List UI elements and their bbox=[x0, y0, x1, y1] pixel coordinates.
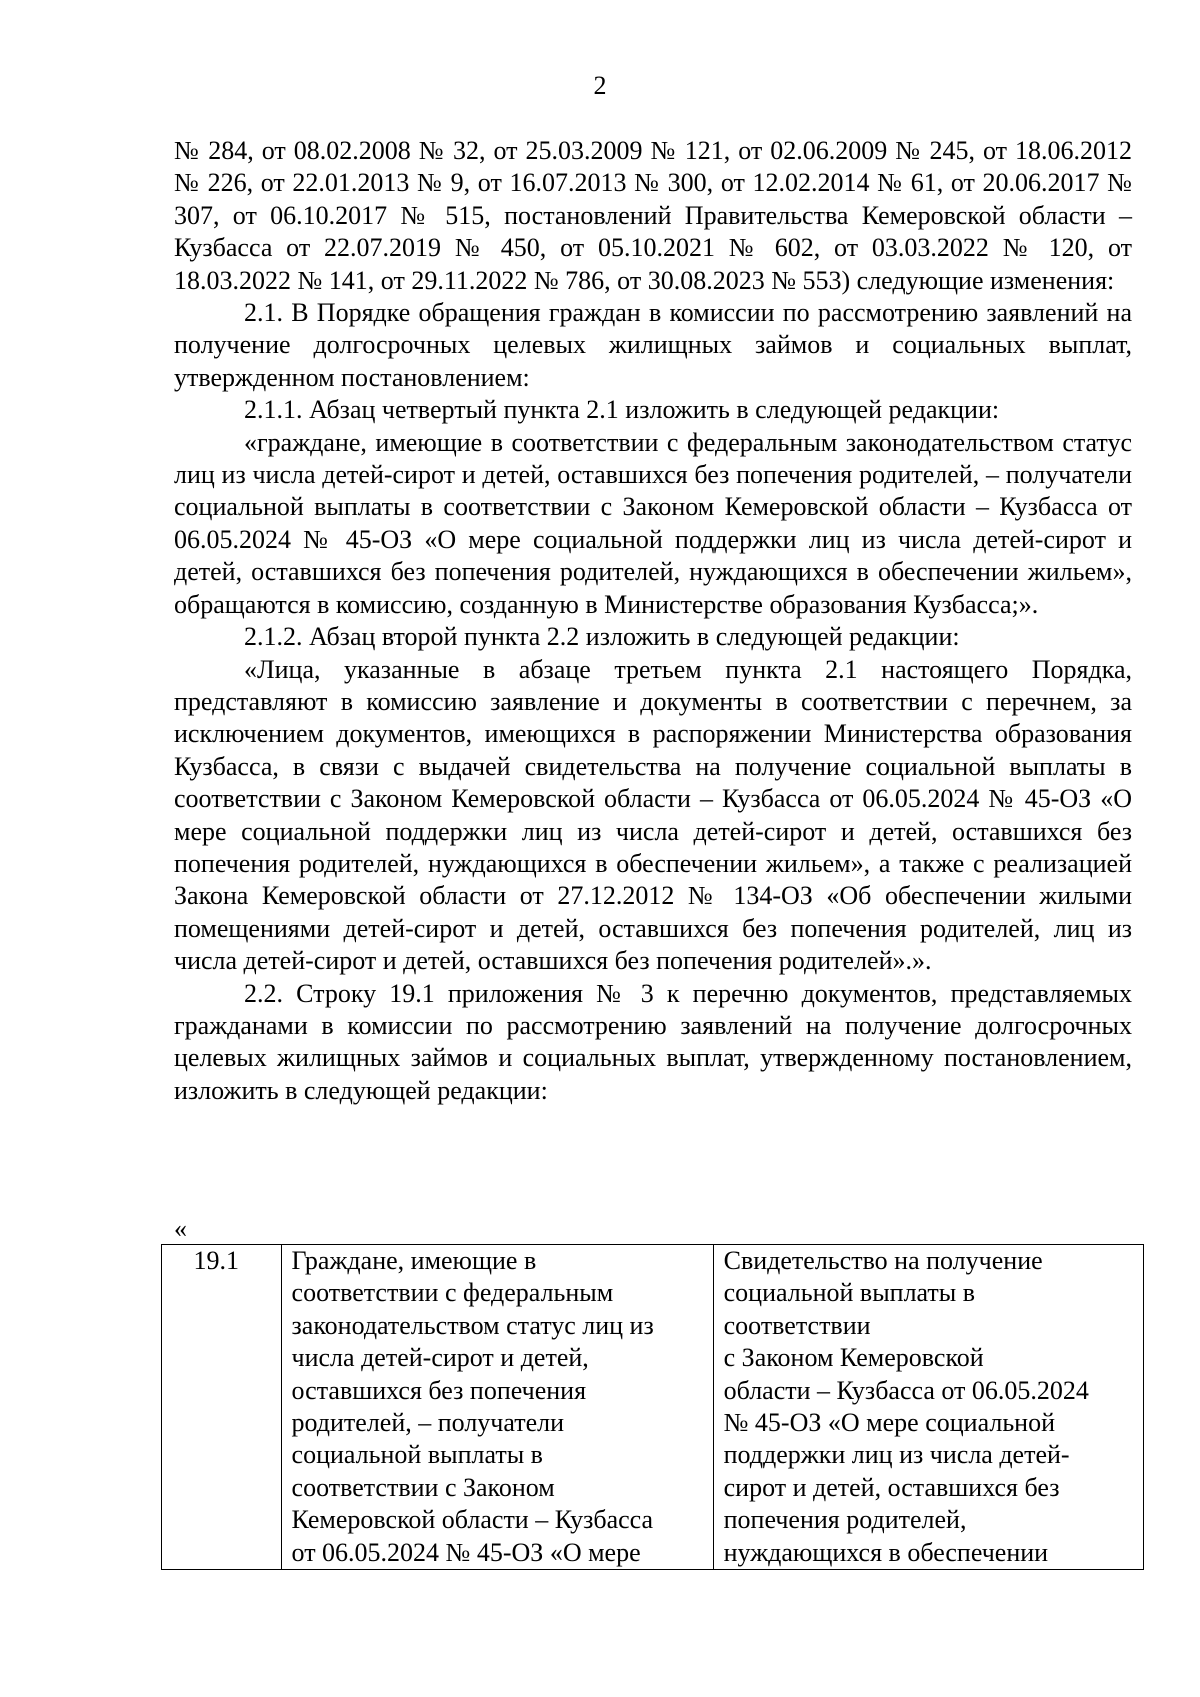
applicant-line: Граждане, имеющие в bbox=[291, 1246, 537, 1275]
table-row bbox=[162, 1245, 1144, 1570]
document-line: области – Кузбасса от 06.05.2024 bbox=[723, 1375, 1089, 1405]
applicant-line: оставшихся без попечения bbox=[291, 1375, 587, 1405]
document-line: поддержки лиц из числа детей- bbox=[723, 1440, 1070, 1470]
document-cell bbox=[713, 1245, 1143, 1570]
document-line: социальной выплаты в bbox=[723, 1278, 976, 1308]
paragraph-2-1-1-quote: «граждане, имеющие в соответствии с федеральным законодательством статус лиц из числа детей-сирот и детей, оставшихся без попечения родителей, – получатели социальной выплаты в соответствии с Законом Кемеровской области – Кузбасса от 06.05.2024 № 45-ОЗ «О мере социальной поддержки лиц из числа детей-сирот и детей, оставшихся без попечения родителей, нуждающихся в обеспечении жильем», обращаются в комиссию, созданную в Министерстве образования Кузбасса;». bbox=[174, 427, 1132, 619]
applicant-line: социальной выплаты в bbox=[291, 1440, 543, 1470]
applicant-line: родителей, – получатели bbox=[291, 1408, 565, 1438]
document-line: с Законом Кемеровской bbox=[723, 1343, 984, 1373]
document-line: Свидетельство на получение bbox=[723, 1246, 1043, 1275]
document-body bbox=[174, 135, 1132, 1107]
applicant-line: Кемеровской области – Кузбасса bbox=[291, 1505, 654, 1535]
document-line: нуждающихся в обеспечении bbox=[723, 1537, 1049, 1567]
applicant-line: соответствии с федеральным bbox=[291, 1278, 614, 1308]
applicant-line: числа детей-сирот и детей, bbox=[291, 1343, 589, 1373]
paragraph-2-1-1: 2.1.1. Абзац четвертый пункта 2.1 изложить в следующей редакции: bbox=[244, 395, 1000, 425]
document-line: соответствии bbox=[723, 1310, 871, 1340]
applicant-line: от 06.05.2024 № 45-ОЗ «О мере bbox=[291, 1537, 641, 1567]
paragraph-2-1-2: 2.1.2. Абзац второй пункта 2.2 изложить в следующей редакции: bbox=[244, 622, 960, 652]
document-line: сирот и детей, оставшихся без bbox=[723, 1472, 1060, 1502]
applicant-line: соответствии с Законом bbox=[291, 1472, 555, 1502]
document-line: № 45-ОЗ «О мере социальной bbox=[723, 1408, 1055, 1438]
paragraph-amended-acts: № 284, от 08.02.2008 № 32, от 25.03.2009 № 121, от 02.06.2009 № 245, от 18.06.2012 № 226, от 22.01.2013 № 9, от 16.07.2013 № 300, от 12.02.2014 № 61, от 20.06.2017 № 307, от 06.10.2017 № 515, постановлений Правительства Кемеровской области – Кузбасса от 22.07.2019 № 450, от 05.10.2021 № 602, от 03.03.2022 № 120, от 18.03.2022 № 141, от 29.11.2022 № 786, от 30.08.2023 № 553) следующие изменения: bbox=[174, 136, 1132, 295]
row-number-cell: 19.1 bbox=[162, 1245, 282, 1570]
paragraph-2-1: 2.1. В Порядке обращения граждан в комиссии по рассмотрению заявлений на получение долгосрочных целевых жилищных займов и социальных выплат, утвержденном постановлением: bbox=[174, 298, 1132, 392]
applicant-line: законодательством статус лиц из bbox=[291, 1310, 654, 1340]
paragraph-2-1-2-quote: «Лица, указанные в абзаце третьем пункта 2.1 настоящего Порядка, представляют в комиссию заявление и документы в соответствии с перечнем, за исключением документов, имеющихся в распоряжении Министерства образования Кузбасса, в связи с выдачей свидетельства на получение социальной выплаты в соответствии с Законом Кемеровской области – Кузбасса от 06.05.2024 № 45-ОЗ «О мере социальной поддержки лиц из числа детей-сирот и детей, оставшихся без попечения родителей, нуждающихся в обеспечении жильем», а также с реализацией Закона Кемеровской области от 27.12.2012 № 134-ОЗ «Об обеспечении жилыми помещениями детей-сирот и детей, оставшихся без попечения родителей, лиц из числа детей-сирот и детей, оставшихся без попечения родителей».». bbox=[174, 654, 1132, 976]
applicant-category-cell bbox=[281, 1245, 713, 1570]
document-line: попечения родителей, bbox=[723, 1505, 967, 1535]
paragraph-2-2: 2.2. Строку 19.1 приложения № 3 к перечню документов, представляемых гражданами в комиссии по рассмотрению заявлений на получение долгосрочных целевых жилищных займов и социальных выплат, утвержденному постановлением, изложить в следующей редакции: bbox=[174, 978, 1132, 1105]
table-open-quote: « bbox=[174, 1214, 187, 1243]
page-number: 2 bbox=[593, 71, 607, 100]
replacement-row-table bbox=[161, 1244, 1144, 1570]
